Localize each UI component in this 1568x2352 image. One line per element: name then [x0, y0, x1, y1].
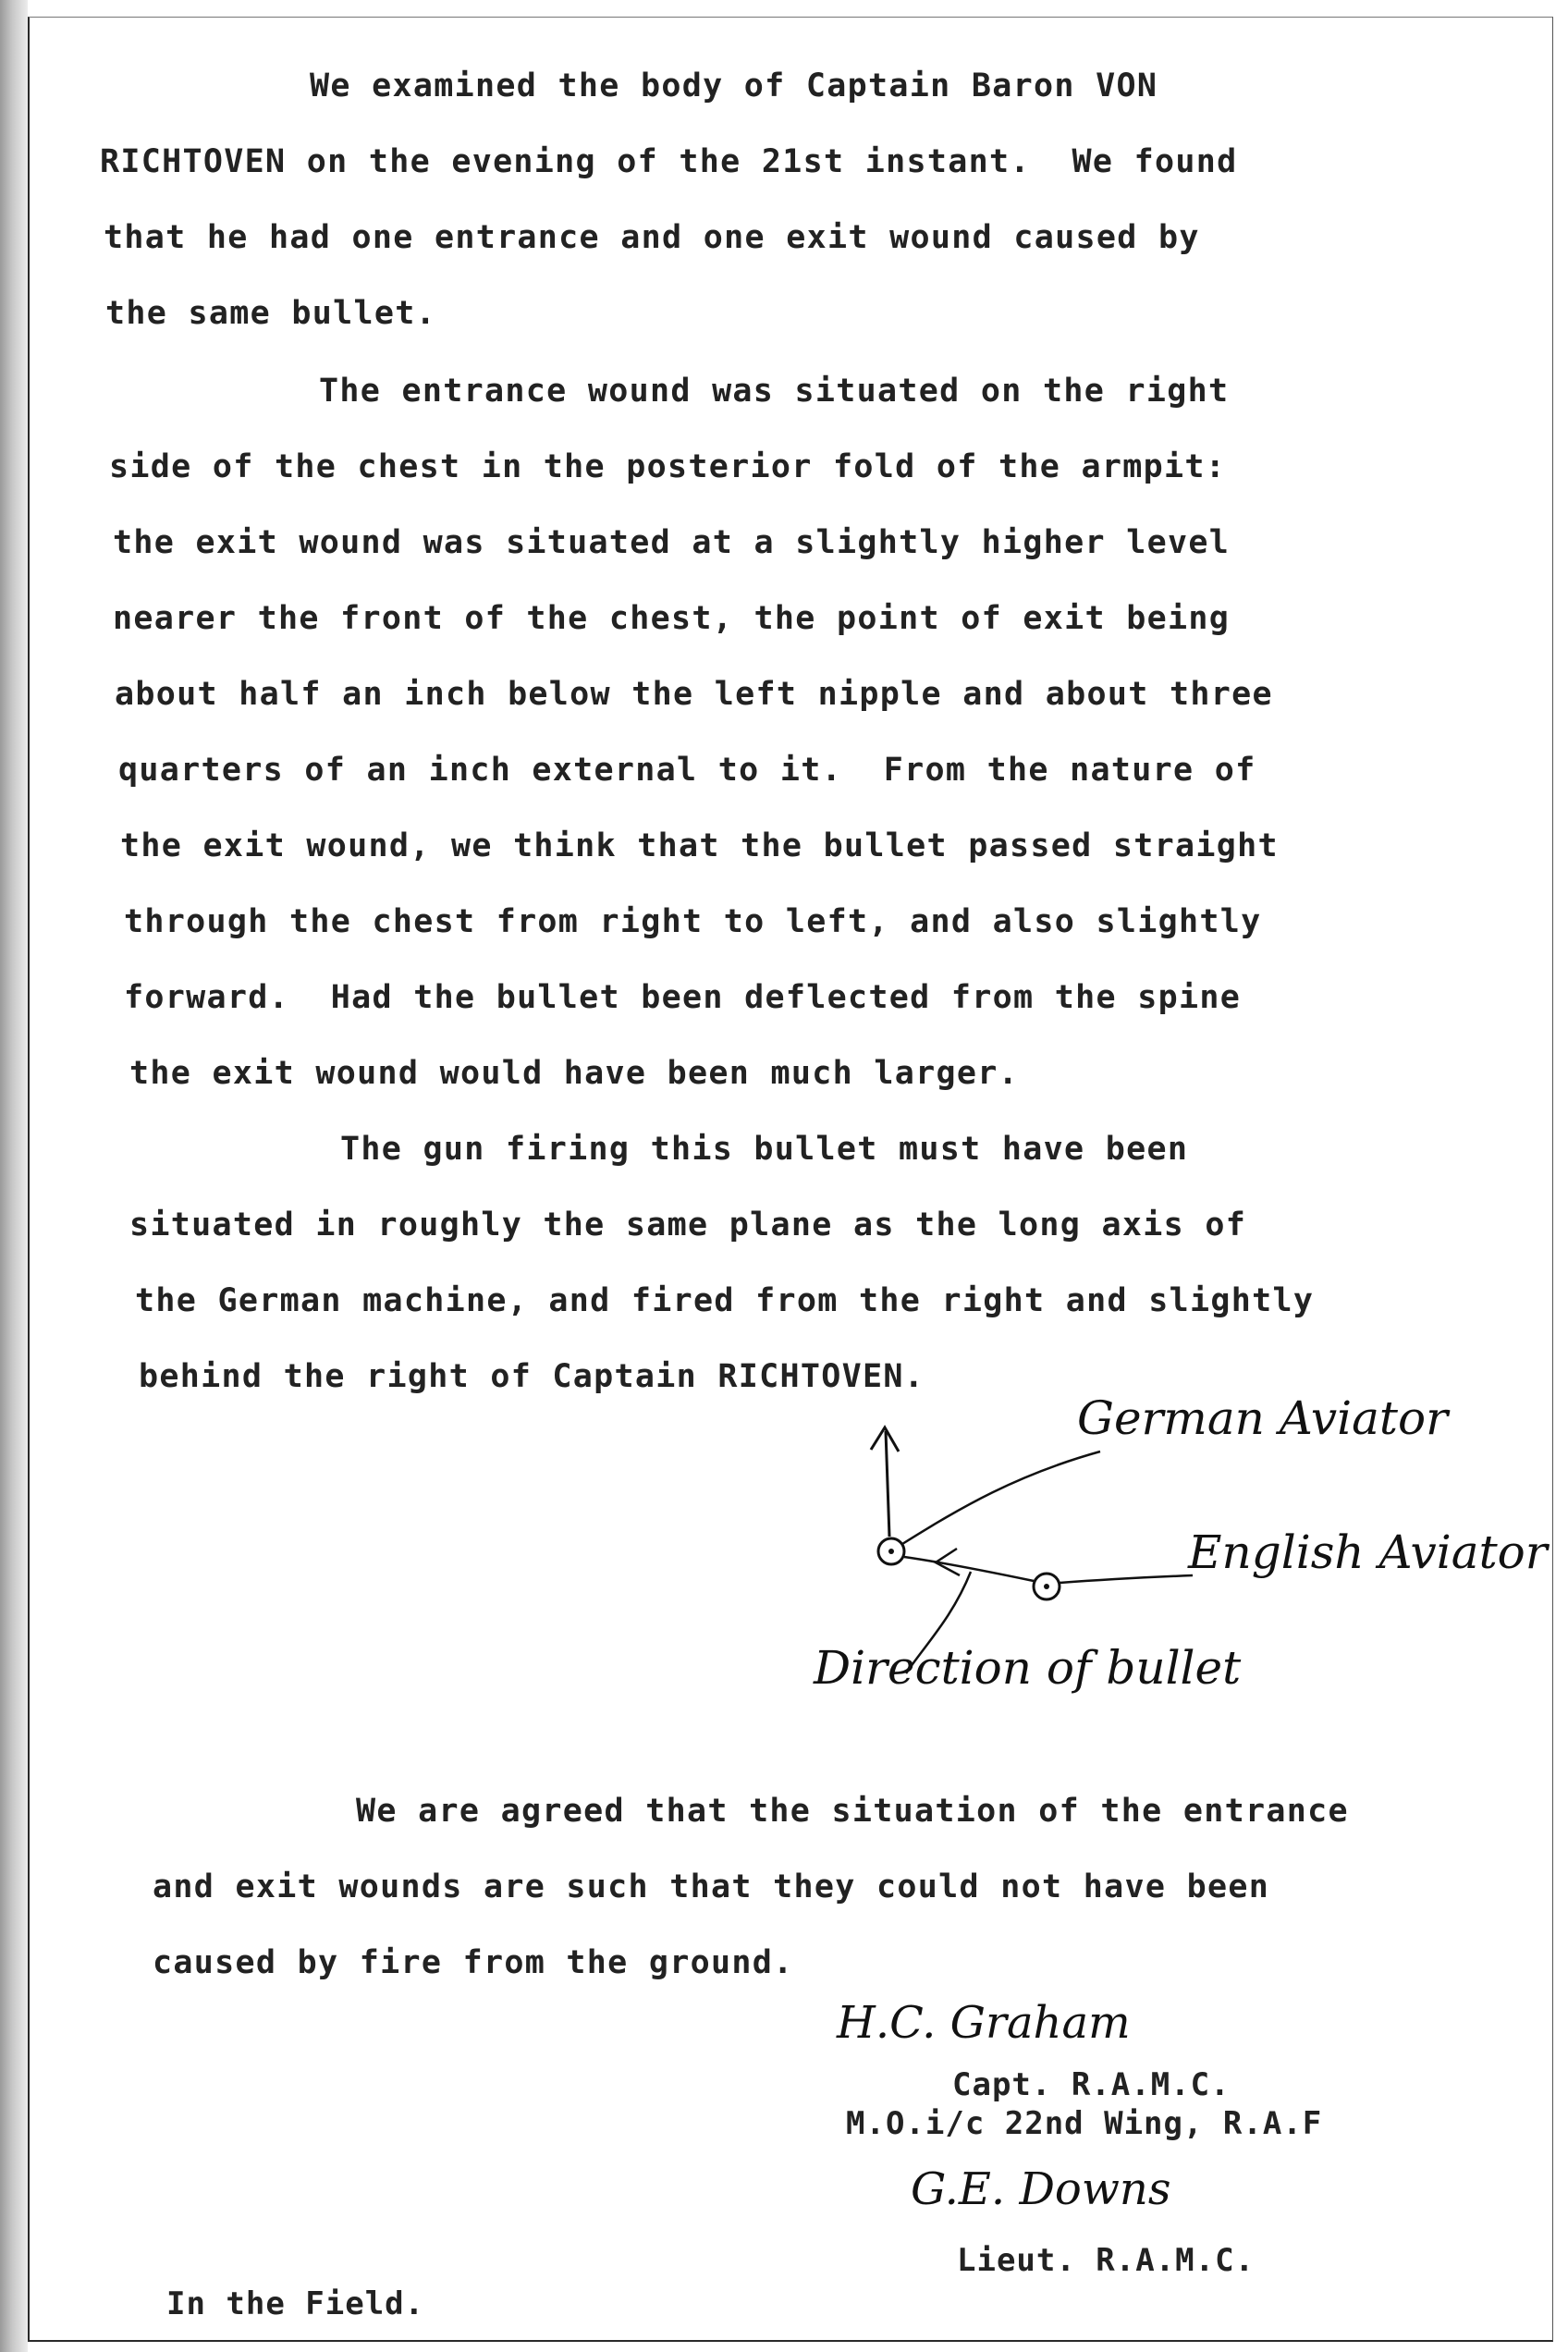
para2-line2: side of the chest in the posterior fold of the armpit:	[109, 448, 1227, 485]
german-aviator-label: German Aviator	[1077, 1391, 1448, 1445]
para2-line10: the exit wound would have been much larger.	[129, 1055, 1019, 1092]
second-signature-rank: Lieut. R.A.M.C.	[957, 2242, 1256, 2279]
page-edge-shadow	[0, 0, 28, 2352]
heading-arrow-shaft	[886, 1431, 889, 1537]
para3-line3: the German machine, and fired from the right and slightly	[135, 1282, 1315, 1319]
para1-line1: We examined the body of Captain Baron VON	[310, 67, 1158, 104]
para1-line3: that he had one entrance and one exit wound caused by	[104, 219, 1200, 256]
para1-line2: RICHTOVEN on the evening of the 21st instant. We found	[100, 143, 1238, 180]
para4-line1: We are agreed that the situation of the entrance	[356, 1793, 1349, 1830]
location-line: In the Field.	[166, 2285, 425, 2322]
bullet-direction-label: Direction of bullet	[814, 1641, 1242, 1695]
para2-line1: The entrance wound was situated on the right	[319, 373, 1230, 410]
english-aircraft-dot	[1044, 1584, 1049, 1589]
english-label-leader	[1060, 1575, 1193, 1583]
para3-line2: situated in roughly the same plane as the long axis of	[129, 1207, 1247, 1243]
first-signature-rank: Capt. R.A.M.C.	[952, 2066, 1231, 2103]
first-signature: H.C. Graham	[837, 1997, 1131, 2049]
para2-line8: through the chest from right to left, and also slightly	[124, 903, 1262, 940]
english-aviator-label: English Aviator	[1188, 1525, 1548, 1579]
para4-line3: caused by fire from the ground.	[153, 1944, 794, 1981]
para2-line6: quarters of an inch external to it. From the nature of	[118, 752, 1256, 789]
para3-line4: behind the right of Captain RICHTOVEN.	[139, 1358, 925, 1395]
para2-line9: forward. Had the bullet been deflected from the spine	[124, 979, 1242, 1016]
second-signature: G.E. Downs	[911, 2163, 1171, 2215]
first-signature-unit: M.O.i/c 22nd Wing, R.A.F	[846, 2105, 1323, 2142]
para2-line7: the exit wound, we think that the bullet passed straight	[120, 827, 1279, 864]
german-aircraft-dot	[888, 1549, 894, 1554]
para2-line4: nearer the front of the chest, the point of exit being	[113, 600, 1231, 637]
para2-line3: the exit wound was situated at a slightly higher level	[113, 524, 1231, 561]
para4-line2: and exit wounds are such that they could not have been	[153, 1868, 1270, 1905]
para3-line1: The gun firing this bullet must have been	[340, 1131, 1189, 1168]
para1-line4: the same bullet.	[105, 295, 436, 332]
german-label-leader	[902, 1452, 1100, 1544]
para2-line5: about half an inch below the left nipple and about three	[115, 676, 1273, 713]
